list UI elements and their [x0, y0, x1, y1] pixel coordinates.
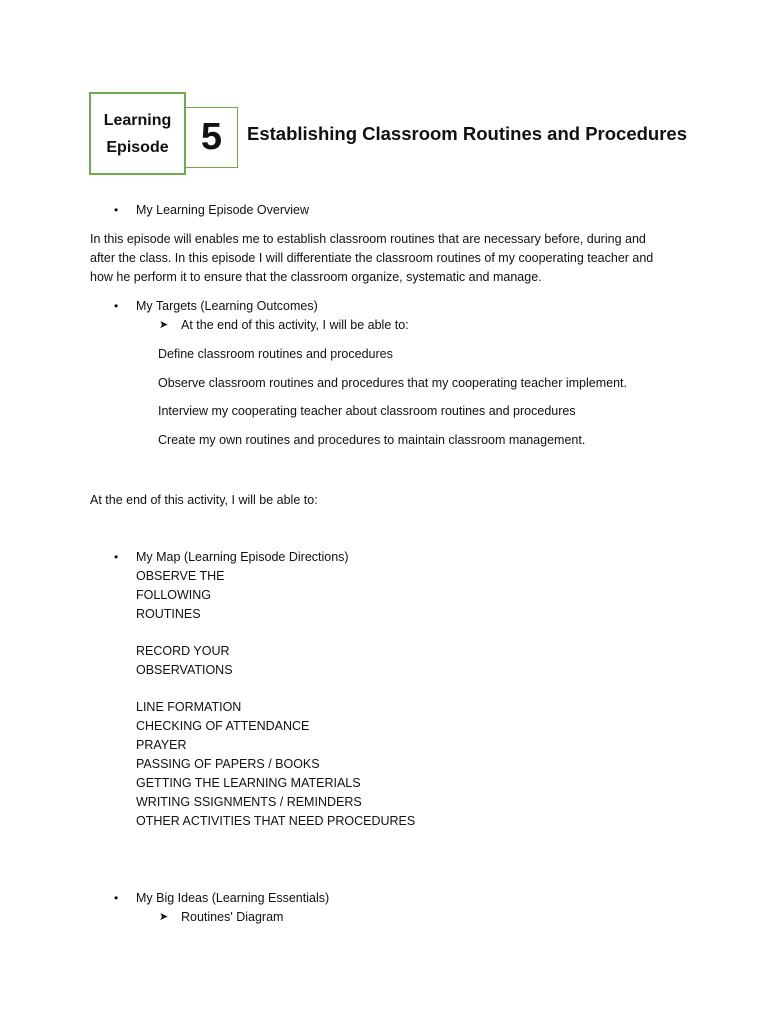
paragraph-line: In this episode will enables me to establish classroom routines that are necessary before, during and: [90, 232, 646, 246]
map-line: OBSERVE THE: [136, 569, 225, 583]
map-line: FOLLOWING: [136, 588, 212, 602]
map-line: RECORD YOUR: [136, 644, 230, 658]
episode-label-line1: Learning: [103, 111, 172, 129]
standalone-line: At the end of this activity, I will be able to:: [90, 493, 318, 507]
routine-item: LINE FORMATION: [136, 700, 242, 714]
routine-item: GETTING THE LEARNING MATERIALS: [136, 776, 361, 790]
routine-item: CHECKING OF ATTENDANCE: [136, 719, 310, 733]
targets-sub-text: At the end of this activity, I will be able to:: [181, 318, 409, 332]
target-item: Define classroom routines and procedures: [158, 347, 393, 361]
target-item: Create my own routines and procedures to maintain classroom management.: [158, 433, 586, 447]
map-heading: • My Map (Learning Episode Directions): [136, 550, 349, 565]
overview-paragraph: [90, 230, 675, 287]
routine-item: WRITING SSIGNMENTS / REMINDERS: [136, 795, 362, 809]
targets-heading: • My Targets (Learning Outcomes): [136, 299, 318, 314]
big-ideas-sub: [159, 910, 284, 925]
paragraph-line: how he perform it to ensure that the classroom organize, systematic and manage.: [90, 270, 542, 284]
arrow-bullet-icon: ➤: [159, 319, 169, 331]
episode-number: 5: [200, 116, 223, 158]
target-item: Observe classroom routines and procedures that my cooperating teacher implement.: [158, 376, 627, 390]
target-item: Interview my cooperating teacher about classroom routines and procedures: [158, 404, 576, 418]
map-line: ROUTINES: [136, 607, 201, 621]
episode-label-box: [89, 92, 186, 175]
arrow-bullet-icon: ➤: [159, 911, 169, 923]
routine-item: OTHER ACTIVITIES THAT NEED PROCEDURES: [136, 814, 416, 828]
routine-item: PRAYER: [136, 738, 187, 752]
routine-item: PASSING OF PAPERS / BOOKS: [136, 757, 320, 771]
overview-heading: • My Learning Episode Overview: [136, 203, 309, 218]
paragraph-line: after the class. In this episode I will differentiate the classroom routines of my cooperating teacher and: [90, 251, 654, 265]
episode-number-box: [186, 107, 238, 168]
big-ideas-sub-text: Routines' Diagram: [181, 910, 284, 924]
big-ideas-heading: • My Big Ideas (Learning Essentials): [136, 891, 329, 906]
page-title: Establishing Classroom Routines and Procedures: [247, 123, 687, 144]
episode-label-line2: Episode: [106, 138, 169, 156]
targets-sub: [159, 318, 409, 333]
map-line: OBSERVATIONS: [136, 663, 233, 677]
